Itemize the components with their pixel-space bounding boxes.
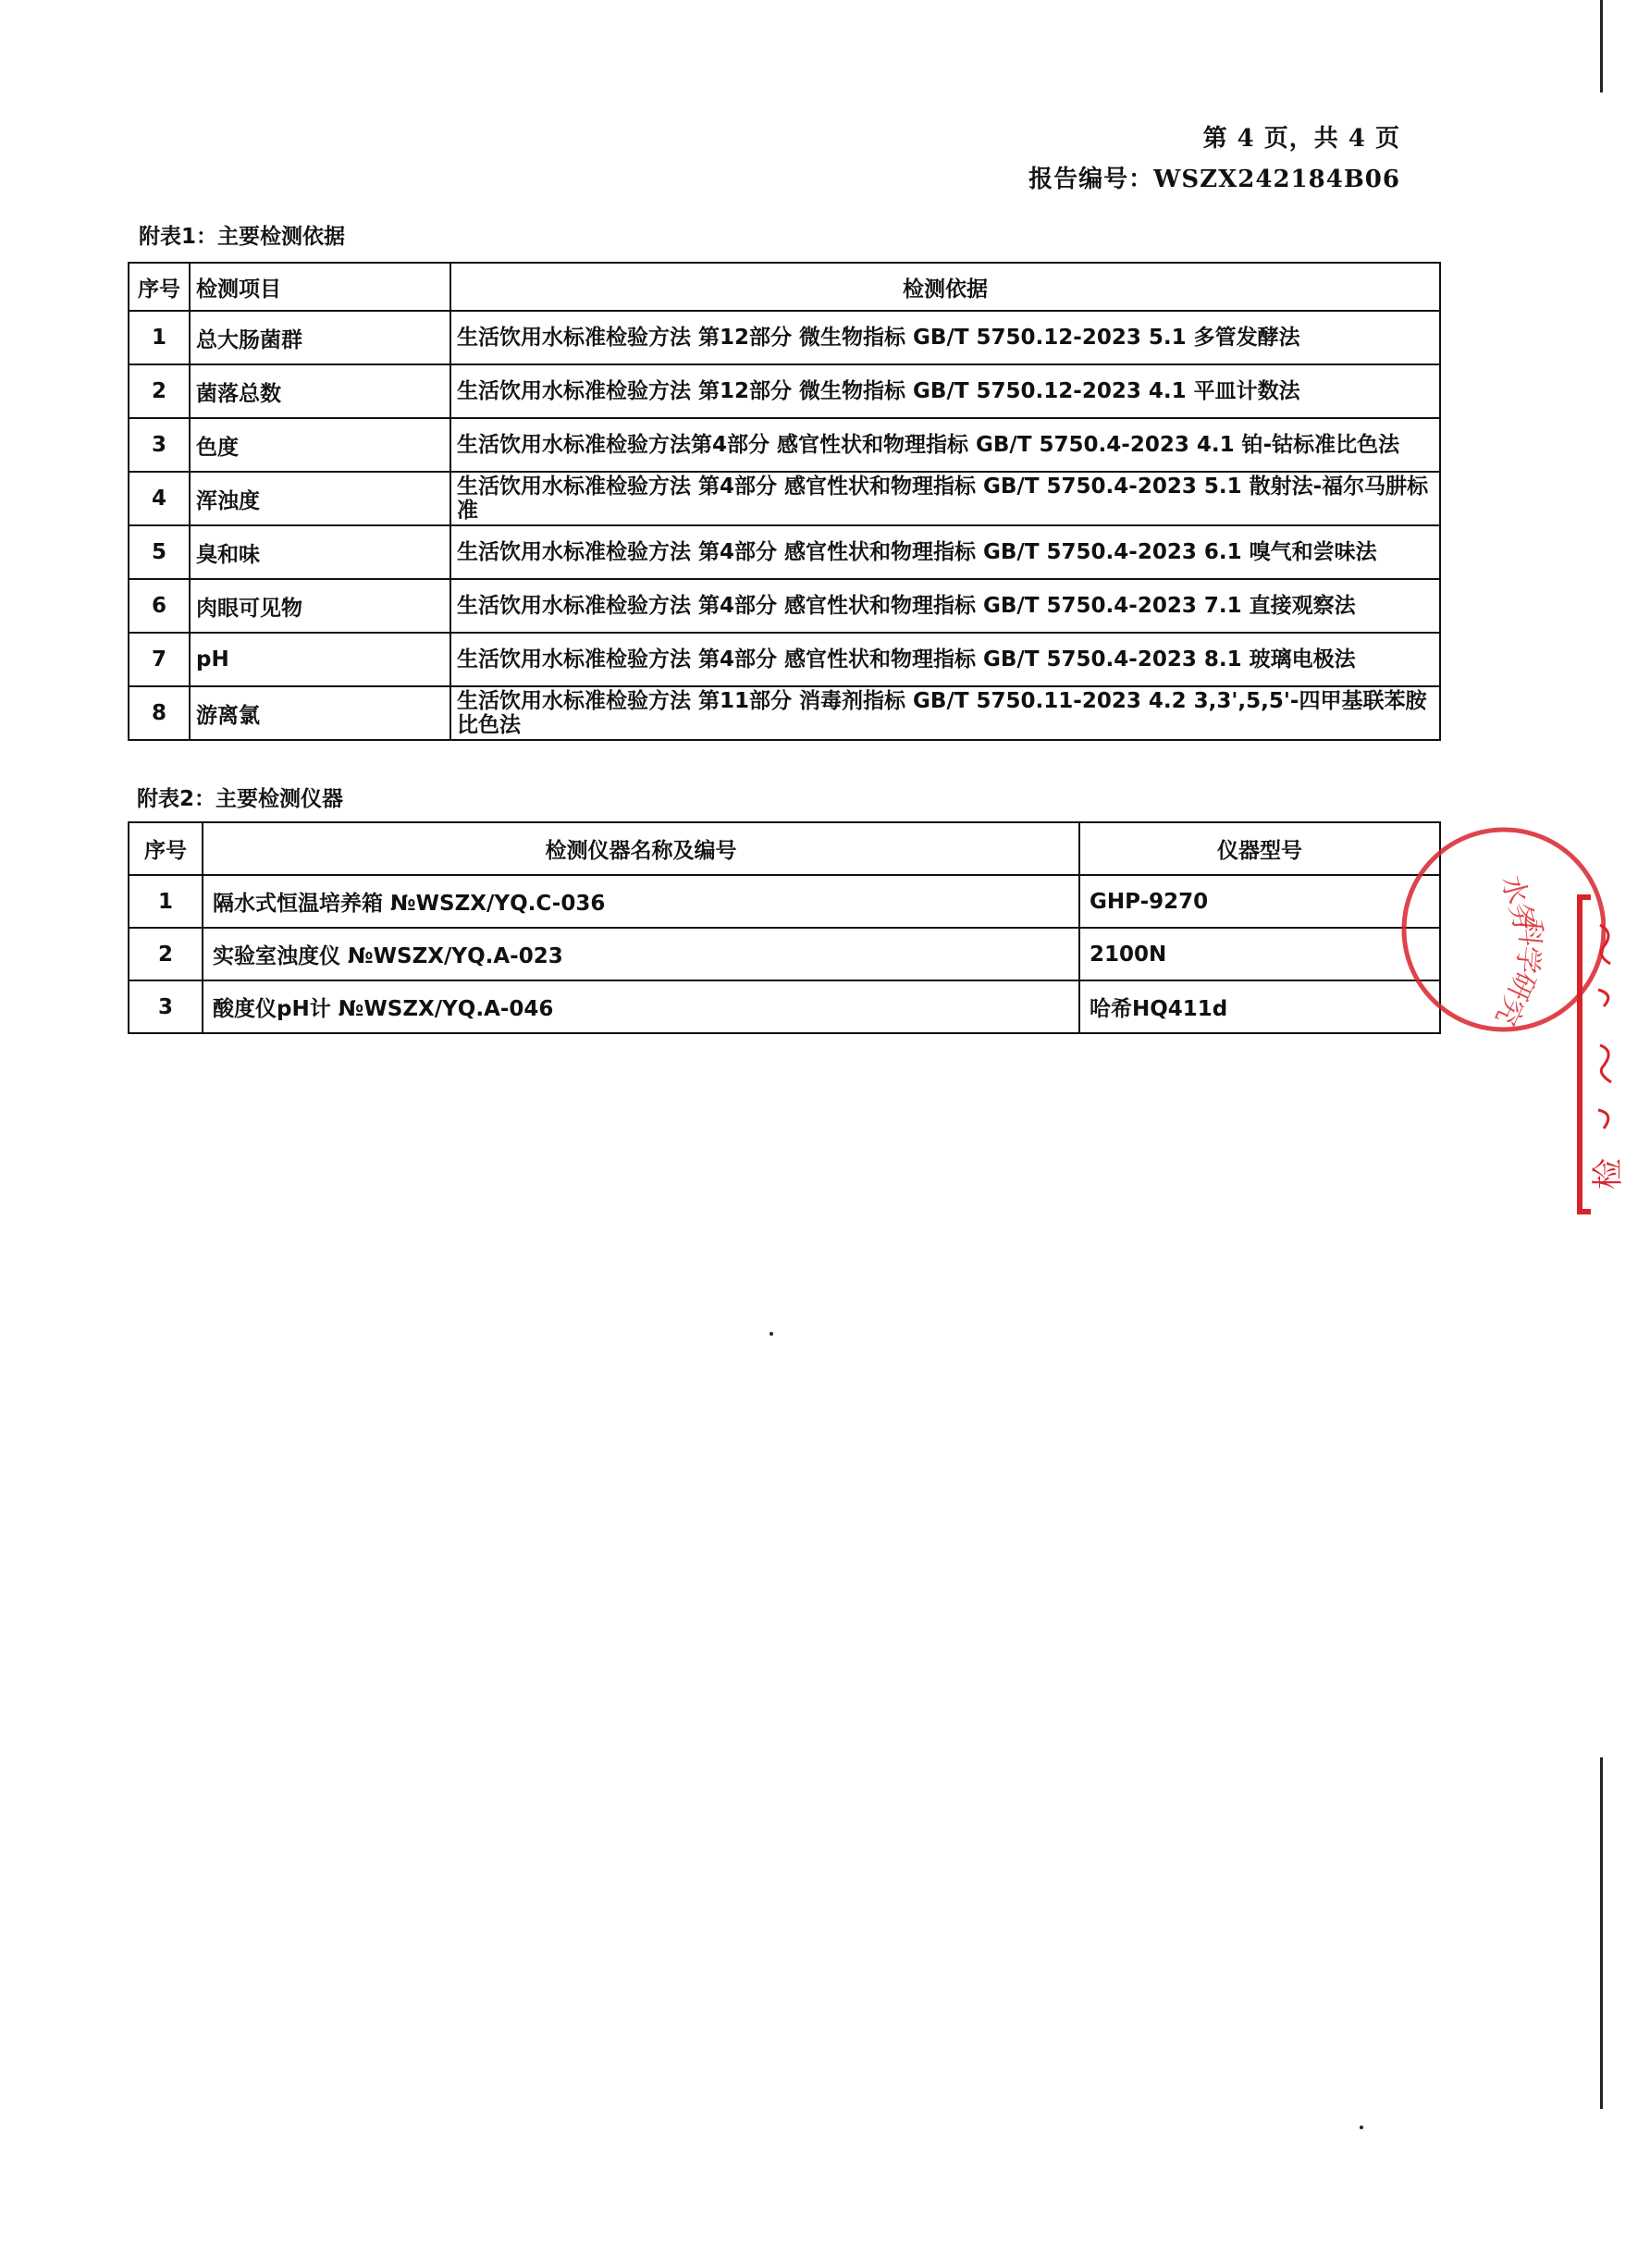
row-basis: 生活饮用水标准检验方法 第4部分 感官性状和物理指标 GB/T 5750.4-2023 7.1 直接观察法 — [450, 579, 1440, 633]
row-no: 8 — [129, 686, 190, 740]
header-item: 检测项目 — [190, 263, 450, 311]
row-no: 6 — [129, 579, 190, 633]
table1-caption: 附表1：主要检测依据 — [139, 225, 346, 249]
row-no: 5 — [129, 525, 190, 579]
svg-text:检: 检 — [1590, 1158, 1627, 1189]
row-instrument: 酸度仪pH计 №WSZX/YQ.A-046 — [203, 980, 1079, 1033]
row-no: 7 — [129, 633, 190, 686]
row-model: 2100N — [1079, 928, 1440, 980]
header-instrument: 检测仪器名称及编号 — [203, 822, 1079, 875]
side-stamp-icon — [1572, 888, 1637, 1221]
row-no: 4 — [129, 472, 190, 525]
header-model: 仪器型号 — [1079, 822, 1440, 875]
instrument-table — [128, 821, 1441, 1034]
table-row — [129, 980, 1440, 1033]
scan-speck — [770, 1332, 773, 1336]
table-header-row — [129, 263, 1440, 311]
binding-edge-line — [1600, 1757, 1603, 2109]
header-no: 序号 — [129, 263, 190, 311]
row-no: 1 — [129, 311, 190, 364]
row-basis: 生活饮用水标准检验方法 第4部分 感官性状和物理指标 GB/T 5750.4-2023 6.1 嗅气和尝味法 — [450, 525, 1440, 579]
row-item: 游离氯 — [190, 686, 450, 740]
row-item: 臭和味 — [190, 525, 450, 579]
official-seal-icon — [1374, 814, 1606, 1045]
row-item: 菌落总数 — [190, 364, 450, 418]
header-no: 序号 — [129, 822, 203, 875]
page-number: 第 4 页，共 4 页 — [1202, 125, 1400, 153]
row-item: 浑浊度 — [190, 472, 450, 525]
page-header — [1028, 118, 1400, 200]
row-item: 肉眼可见物 — [190, 579, 450, 633]
svg-text:水务: 水务 — [1495, 872, 1541, 935]
table-row — [129, 364, 1440, 418]
row-basis: 生活饮用水标准检验方法 第12部分 微生物指标 GB/T 5750.12-2023 4.1 平皿计数法 — [450, 364, 1440, 418]
table-row — [129, 418, 1440, 472]
row-instrument: 隔水式恒温培养箱 №WSZX/YQ.C-036 — [203, 875, 1079, 928]
test-basis-table — [128, 262, 1441, 741]
row-no: 3 — [129, 980, 203, 1033]
row-item: 色度 — [190, 418, 450, 472]
row-basis: 生活饮用水标准检验方法 第12部分 微生物指标 GB/T 5750.12-2023 5.1 多管发酵法 — [450, 311, 1440, 364]
row-instrument: 实验室浊度仪 №WSZX/YQ.A-023 — [203, 928, 1079, 980]
table-row — [129, 686, 1440, 740]
svg-text:研究: 研究 — [1488, 966, 1542, 1030]
row-no: 2 — [129, 364, 190, 418]
row-item: 总大肠菌群 — [190, 311, 450, 364]
report-number: 报告编号：WSZX242184B06 — [1028, 166, 1400, 193]
row-basis: 生活饮用水标准检验方法 第4部分 感官性状和物理指标 GB/T 5750.4-2023 8.1 玻璃电极法 — [450, 633, 1440, 686]
row-no: 3 — [129, 418, 190, 472]
table-row — [129, 928, 1440, 980]
scan-speck — [1360, 2126, 1363, 2129]
table2-caption: 附表2：主要检测仪器 — [137, 787, 344, 811]
table-row — [129, 472, 1440, 525]
svg-text:科学: 科学 — [1509, 917, 1547, 976]
row-basis: 生活饮用水标准检验方法 第4部分 感官性状和物理指标 GB/T 5750.4-2023 5.1 散射法-福尔马肼标准 — [450, 472, 1440, 525]
header-basis: 检测依据 — [450, 263, 1440, 311]
row-item: pH — [190, 633, 450, 686]
table-row — [129, 875, 1440, 928]
table-row — [129, 633, 1440, 686]
row-basis: 生活饮用水标准检验方法 第11部分 消毒剂指标 GB/T 5750.11-2023 4.2 3,3',5,5'-四甲基联苯胺比色法 — [450, 686, 1440, 740]
table-row — [129, 311, 1440, 364]
row-model: 哈希HQ411d — [1079, 980, 1440, 1033]
row-basis: 生活饮用水标准检验方法第4部分 感官性状和物理指标 GB/T 5750.4-2023 4.1 铂-钴标准比色法 — [450, 418, 1440, 472]
row-model: GHP-9270 — [1079, 875, 1440, 928]
row-no: 1 — [129, 875, 203, 928]
binding-edge-line — [1600, 0, 1603, 92]
table-row — [129, 579, 1440, 633]
table-row — [129, 525, 1440, 579]
table-header-row — [129, 822, 1440, 875]
row-no: 2 — [129, 928, 203, 980]
